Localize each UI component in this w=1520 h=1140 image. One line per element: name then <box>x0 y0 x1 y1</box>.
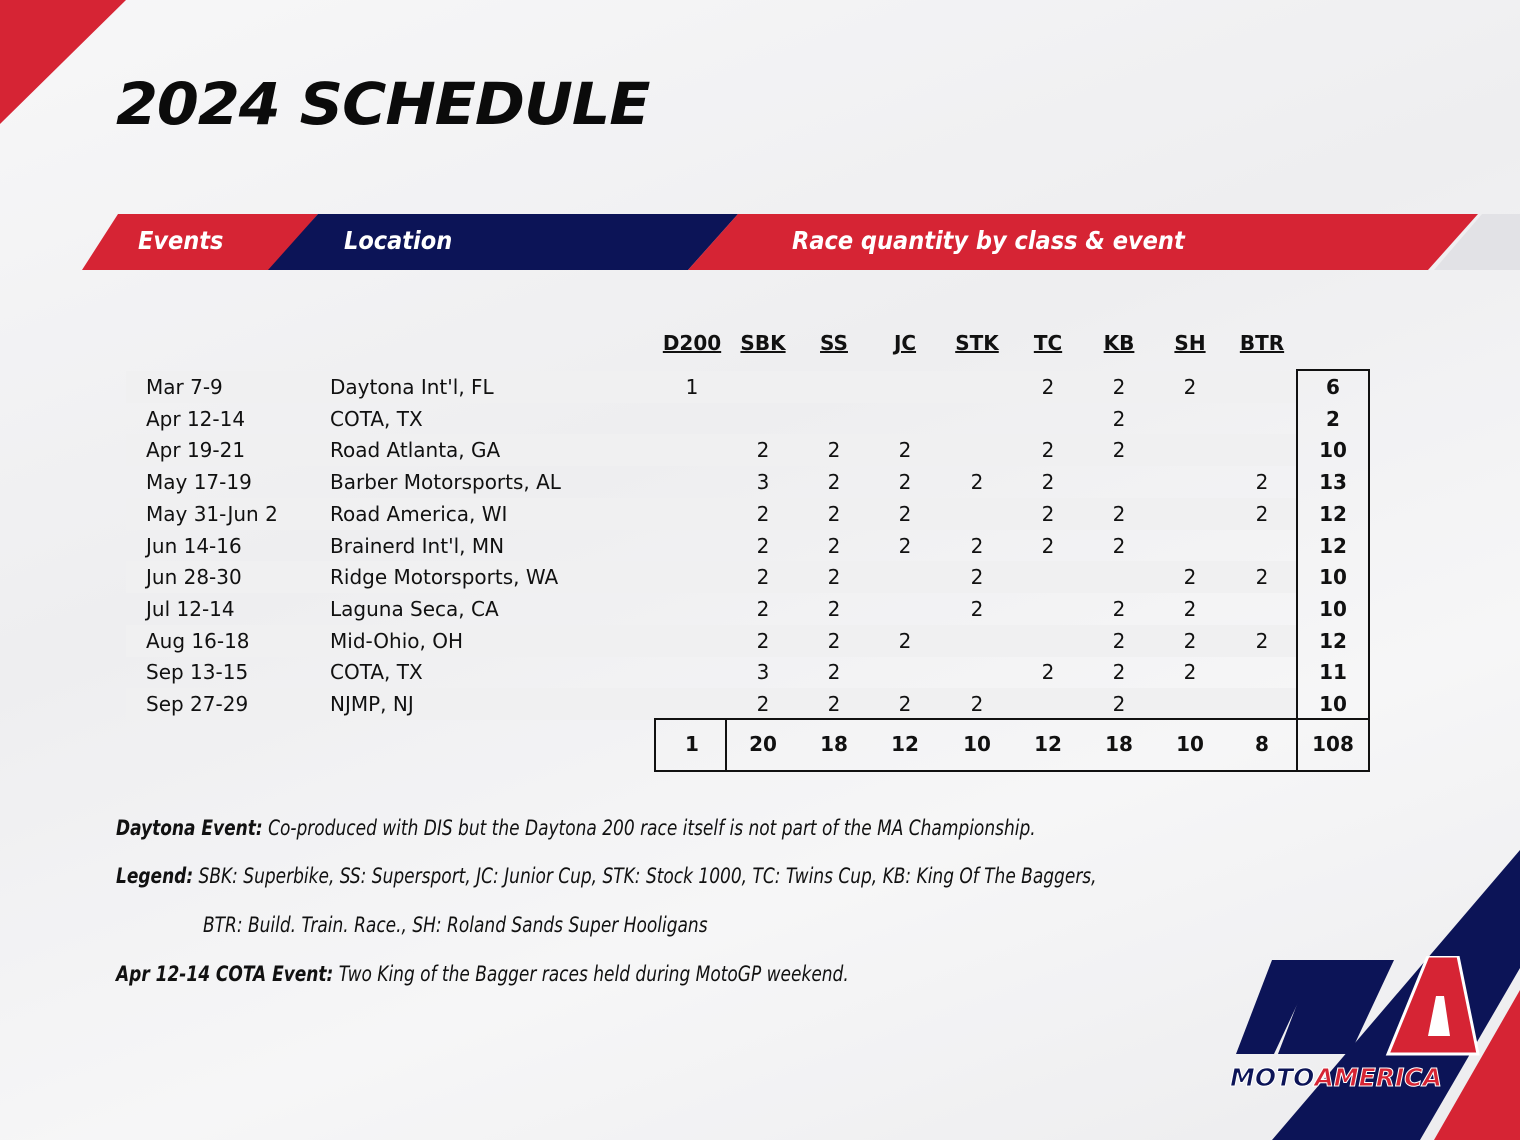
event-total: 10 <box>1319 565 1347 590</box>
event-date: Jun 28-30 <box>146 565 242 590</box>
race-count-tc: 2 <box>1041 375 1055 399</box>
race-count-ss: 2 <box>827 501 841 526</box>
column-header-sh: SH <box>1174 331 1206 355</box>
event-location: Road Atlanta, GA <box>330 438 501 463</box>
race-count-stk: 2 <box>970 596 984 621</box>
banner-location-label: Location <box>344 226 453 255</box>
logo-text-moto: MOTO <box>1230 1063 1315 1092</box>
race-count-sbk: 2 <box>756 533 770 558</box>
event-date: Mar 7-9 <box>146 375 223 399</box>
race-count-tc: 2 <box>1041 438 1055 463</box>
note-cota <box>116 962 849 986</box>
event-date: May 31-Jun 2 <box>146 501 278 526</box>
race-count-tc: 2 <box>1041 660 1055 685</box>
race-count-sbk: 2 <box>756 438 770 463</box>
race-count-ss: 2 <box>827 565 841 590</box>
race-count-jc: 2 <box>898 692 912 716</box>
column-total-btr: 8 <box>1255 732 1269 756</box>
event-total: 10 <box>1319 596 1347 621</box>
event-total: 12 <box>1319 501 1347 526</box>
race-count-stk: 2 <box>970 692 984 716</box>
event-total: 10 <box>1319 692 1347 716</box>
race-count-kb: 2 <box>1112 660 1126 685</box>
event-location: Barber Motorsports, AL <box>330 470 561 495</box>
race-count-stk: 2 <box>970 533 984 558</box>
race-count-btr: 2 <box>1255 628 1269 653</box>
event-location: Brainerd Int'l, MN <box>330 533 505 558</box>
race-count-stk: 2 <box>970 565 984 590</box>
row-stripe <box>126 561 1296 593</box>
event-location: COTA, TX <box>330 660 423 685</box>
event-total: 2 <box>1326 406 1340 431</box>
race-count-tc: 2 <box>1041 533 1055 558</box>
race-count-ss: 2 <box>827 533 841 558</box>
column-total-stk: 10 <box>963 732 991 756</box>
banner-events-label: Events <box>138 226 224 255</box>
race-count-ss: 2 <box>827 438 841 463</box>
race-count-kb: 2 <box>1112 406 1126 431</box>
event-total: 6 <box>1326 375 1340 399</box>
race-count-ss: 2 <box>827 692 841 716</box>
event-date: Sep 27-29 <box>146 692 249 716</box>
race-count-sh: 2 <box>1183 628 1197 653</box>
race-count-stk: 2 <box>970 470 984 495</box>
column-header-kb: KB <box>1103 331 1135 355</box>
event-total: 12 <box>1319 533 1347 558</box>
event-date: May 17-19 <box>146 470 252 495</box>
race-count-sbk: 3 <box>756 470 770 495</box>
race-count-jc: 2 <box>898 438 912 463</box>
motoamerica-logo <box>1228 956 1490 1096</box>
race-count-btr: 2 <box>1255 565 1269 590</box>
race-count-jc: 2 <box>898 501 912 526</box>
race-count-tc: 2 <box>1041 501 1055 526</box>
column-total-jc: 12 <box>891 732 919 756</box>
column-header-stk: STK <box>955 331 999 355</box>
race-count-sh: 2 <box>1183 375 1197 399</box>
event-location: Daytona Int'l, FL <box>330 375 494 399</box>
race-count-sbk: 2 <box>756 692 770 716</box>
column-header-d200: D200 <box>662 331 722 355</box>
event-location: Laguna Seca, CA <box>330 596 499 621</box>
race-count-sbk: 2 <box>756 596 770 621</box>
race-count-jc: 2 <box>898 533 912 558</box>
event-date: Sep 13-15 <box>146 660 249 685</box>
race-count-sbk: 3 <box>756 660 770 685</box>
banner-race-label: Race quantity by class & event <box>792 226 1185 255</box>
totals-divider <box>725 718 727 772</box>
race-count-kb: 2 <box>1112 533 1126 558</box>
race-count-kb: 2 <box>1112 596 1126 621</box>
corner-accent-top-left <box>0 0 130 130</box>
event-date: Jul 12-14 <box>146 596 235 621</box>
race-count-ss: 2 <box>827 628 841 653</box>
race-count-kb: 2 <box>1112 628 1126 653</box>
race-count-d200: 1 <box>685 375 699 399</box>
event-location: Road America, WI <box>330 501 508 526</box>
race-count-kb: 2 <box>1112 692 1126 716</box>
grand-total: 108 <box>1312 732 1354 756</box>
event-location: NJMP, NJ <box>330 692 414 716</box>
race-count-ss: 2 <box>827 470 841 495</box>
page-title: 2024 SCHEDULE <box>116 70 650 138</box>
event-date: Jun 14-16 <box>146 533 242 558</box>
note-daytona-text: Co-produced with DIS but the Daytona 200 race itself is not part of the MA Championship. <box>262 816 1036 840</box>
note-cota-text: Two King of the Bagger races held during MotoGP weekend. <box>333 962 849 986</box>
row-totals-box <box>1296 369 1370 772</box>
race-count-sbk: 2 <box>756 565 770 590</box>
column-header-jc: JC <box>893 331 917 355</box>
event-location: Ridge Motorsports, WA <box>330 565 559 590</box>
column-header-btr: BTR <box>1239 331 1285 355</box>
note-daytona <box>116 816 1036 840</box>
event-total: 10 <box>1319 438 1347 463</box>
column-header-sbk: SBK <box>740 331 786 355</box>
column-total-sh: 10 <box>1176 732 1204 756</box>
event-total: 11 <box>1319 660 1347 685</box>
race-count-jc: 2 <box>898 628 912 653</box>
logo-text-america: AMERICA <box>1314 1063 1442 1092</box>
note-cota-label: Apr 12-14 COTA Event: <box>116 962 334 986</box>
race-count-kb: 2 <box>1112 438 1126 463</box>
race-count-kb: 2 <box>1112 501 1126 526</box>
column-header-tc: TC <box>1033 331 1063 355</box>
race-count-sh: 2 <box>1183 596 1197 621</box>
note-legend <box>116 864 1097 888</box>
race-count-sbk: 2 <box>756 501 770 526</box>
column-total-kb: 18 <box>1105 732 1133 756</box>
race-count-ss: 2 <box>827 596 841 621</box>
event-date: Apr 12-14 <box>146 406 246 431</box>
note-legend-line1: SBK: Superbike, SS: Supersport, JC: Junior Cup, STK: Stock 1000, TC: Twins Cup, KB: King Of The Baggers, <box>193 864 1097 888</box>
event-location: Mid-Ohio, OH <box>330 628 463 653</box>
event-date: Aug 16-18 <box>146 628 250 653</box>
column-total-tc: 12 <box>1034 732 1062 756</box>
race-count-btr: 2 <box>1255 501 1269 526</box>
note-daytona-label: Daytona Event: <box>116 816 263 840</box>
column-header-ss: SS <box>820 331 848 355</box>
column-total-sbk: 20 <box>749 732 777 756</box>
race-count-sh: 2 <box>1183 660 1197 685</box>
event-total: 13 <box>1319 470 1347 495</box>
race-count-btr: 2 <box>1255 470 1269 495</box>
note-legend-label: Legend: <box>116 864 194 888</box>
race-count-sh: 2 <box>1183 565 1197 590</box>
note-legend-line2: BTR: Build. Train. Race., SH: Roland Sands Super Hooligans <box>203 913 708 937</box>
race-count-jc: 2 <box>898 470 912 495</box>
event-total: 12 <box>1319 628 1347 653</box>
svg-text:MOTOAMERICA <box>1230 1063 1442 1092</box>
column-total-d200: 1 <box>685 732 699 756</box>
race-count-ss: 2 <box>827 660 841 685</box>
race-count-kb: 2 <box>1112 375 1126 399</box>
race-count-sbk: 2 <box>756 628 770 653</box>
race-count-tc: 2 <box>1041 470 1055 495</box>
event-date: Apr 19-21 <box>146 438 246 463</box>
event-location: COTA, TX <box>330 406 423 431</box>
column-total-ss: 18 <box>820 732 848 756</box>
